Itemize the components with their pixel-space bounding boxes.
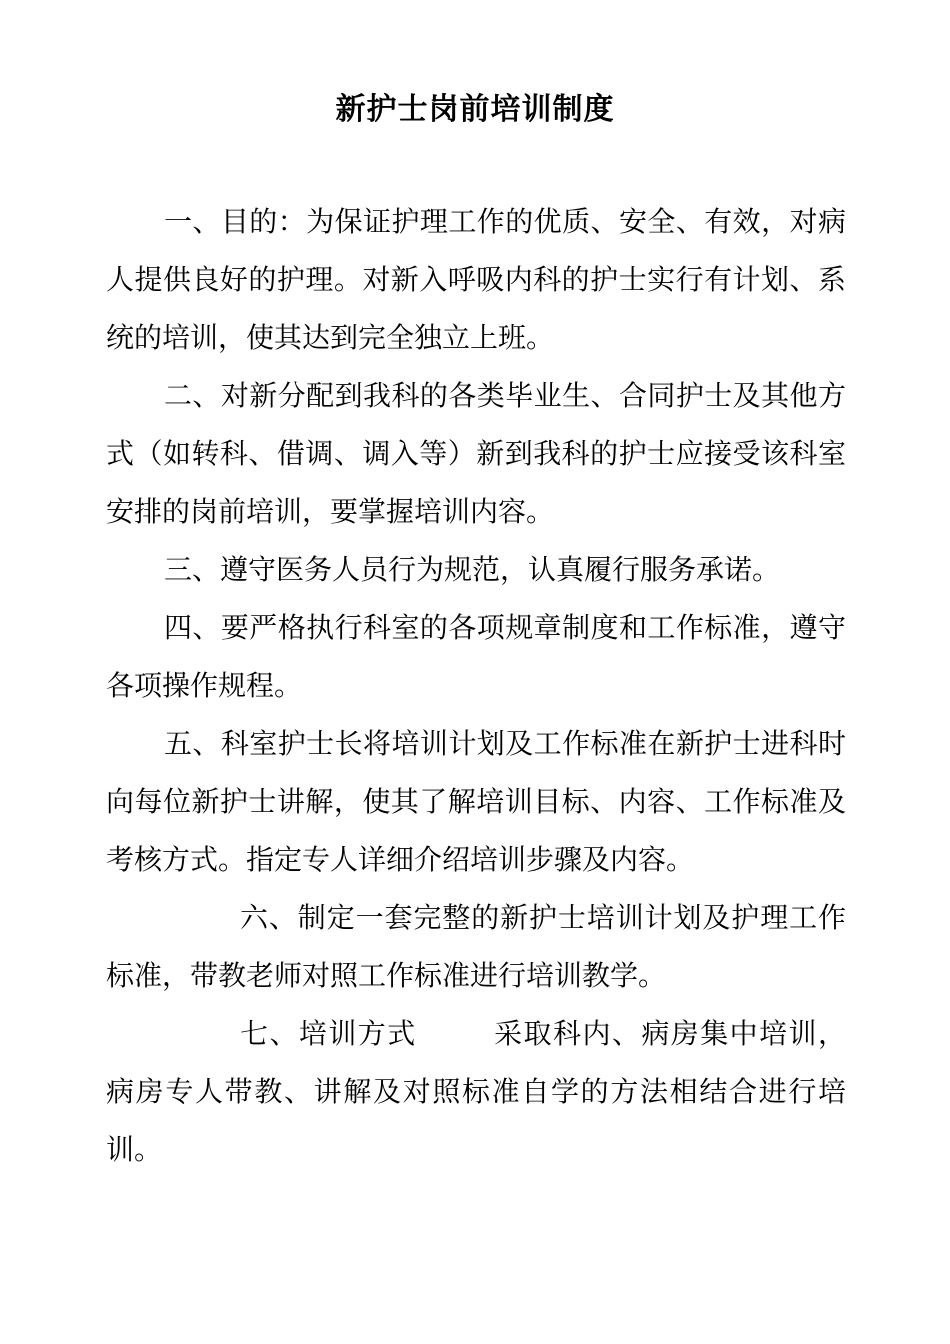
paragraph-purpose: 一、目的：为保证护理工作的优质、安全、有效，对病人提供良好的护理。对新入呼吸内科的护士实行有计划、系统的培训，使其达到完全独立上班。 [106,205,846,354]
paragraph-training-method [106,1005,846,1179]
paragraph-rules: 四、要严格执行科室的各项规章制度和工作标准，遵守各项操作规程。 [106,611,846,702]
paragraph-scope: 二、对新分配到我科的各类毕业生、合同护士及其他方式（如转科、借调、调入等）新到我科的护士应接受该科室安排的岗前培训，要掌握培训内容。 [106,379,846,528]
paragraph-head-nurse: 五、科室护士长将培训计划及工作标准在新护士进科时向每位新护士讲解，使其了解培训目标、内容、工作标准及考核方式。指定专人详细介绍培训步骤及内容。 [106,727,846,876]
document-body [106,193,846,1179]
paragraph-training-plan: 六、制定一套完整的新护士培训计划及护理工作标准，带教老师对照工作标准进行培训教学。 [106,901,846,992]
training-method-heading: 七、培训方式 [240,1017,417,1050]
training-method-text: 采取科内、病房集中培训，病房专人带教、讲解及对照标准自学的方法相结合进行培训。 [106,1017,846,1166]
document-title: 新护士岗前培训制度 [335,92,615,127]
paragraph-conduct: 三、遵守医务人员行为规范，认真履行服务承诺。 [164,553,781,586]
